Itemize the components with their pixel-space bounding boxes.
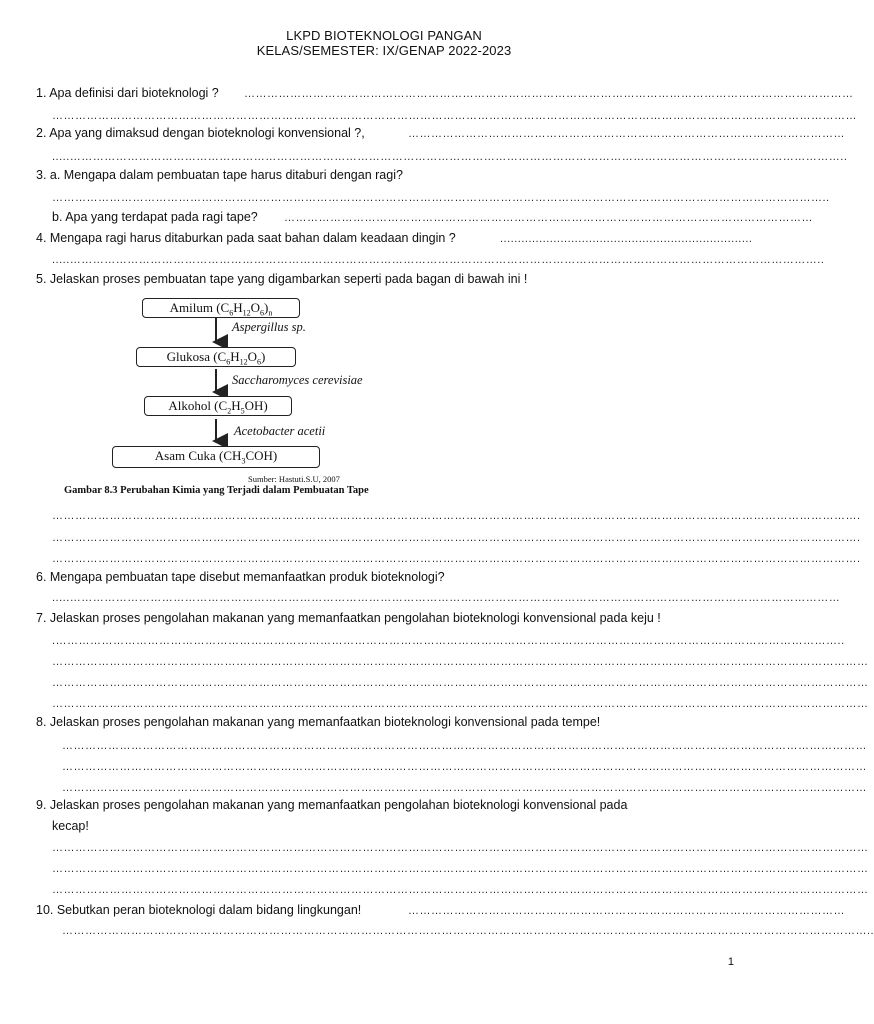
question-4: 4. Mengapa ragi harus ditaburkan pada saat bahan dalam keadaan dingin ?	[36, 231, 456, 245]
answer-line[interactable]: .....…………………………………………………………………………………………………………………………………………………………………………………	[52, 592, 841, 604]
answer-line[interactable]: ………………………………………………………………………………………………………………………………………………………………………………………….	[52, 532, 861, 544]
question-5: 5. Jelaskan proses pembuatan tape yang digambarkan seperti pada bagan di bawah ini !	[36, 272, 528, 286]
answer-line[interactable]: ……………………………………………………………………………………………………………………………………………………………………………………………	[52, 677, 869, 689]
answer-line[interactable]: ………………………………………………………………………………………………………………………………………………………………………………………….	[52, 510, 861, 522]
answer-line[interactable]: ……………………………………………………………………………………………………………………………………………………………………………………………	[52, 884, 869, 896]
answer-line[interactable]: …………………………………………………………………………………………………………………………………………………………………………………………	[62, 740, 867, 752]
answer-line[interactable]: ……………………………………………………………………………………………………………………………………………	[244, 88, 854, 100]
question-3a: 3. a. Mengapa dalam pembuatan tape harus ditaburi dengan ragi?	[36, 168, 403, 182]
box-alkohol: Alkohol $(C_2H_5OH)$	[144, 396, 292, 416]
worksheet-header	[0, 28, 768, 58]
answer-line[interactable]: ………………………………………………………………………………………………………………………………………………………………………………………….	[52, 553, 861, 565]
answer-line[interactable]: .……………………………………………………………………………………………………………………………………………………………………………………..	[52, 635, 845, 647]
organism-saccharomyces: Saccharomyces cerevisiae	[232, 373, 363, 387]
answer-line[interactable]: .....…………………………………………………………………………………………………………………………………………………………………………………..	[52, 151, 848, 163]
box-asam-cuka: Asam Cuka $(CH_3COH)$	[112, 446, 320, 468]
answer-line[interactable]: ……………………………………………………………………………………………………………………………………………………………………………………………	[52, 656, 869, 668]
box-glukosa: Glukosa $(C_6H_{12}O_6)$	[136, 347, 296, 367]
question-3b: b. Apa yang terdapat pada ragi tape?	[52, 210, 258, 224]
figure-caption: Gambar 8.3 Perubahan Kimia yang Terjadi dalam Pembuatan Tape	[64, 485, 369, 496]
answer-line[interactable]: ……………………………………………………………………………………………………………………………………………………………………………………………	[52, 842, 869, 854]
answer-line[interactable]: …………………………………………………………………………………………………………………………………………………………………………………………	[52, 110, 857, 122]
answer-line[interactable]: ……………………………………………………………………………………………………………………………………………………………………………………………	[52, 698, 869, 710]
answer-line[interactable]: ……………………………………………………………………………………………………	[408, 905, 845, 917]
answer-line[interactable]: …………………………………………………………………………………………………………………………………………………………………………………..	[52, 192, 830, 204]
answer-line[interactable]: …………………………………………………………………………………………………………………………	[284, 212, 813, 224]
question-9-cont: kecap!	[52, 819, 89, 833]
page-number: 1	[727, 956, 734, 968]
question-1: 1. Apa definisi dari bioteknologi ?	[36, 86, 219, 100]
answer-line[interactable]: …………………………………………………………………………………………………………………………………………………………………………………………..	[62, 925, 874, 937]
question-8: 8. Jelaskan proses pengolahan makanan yang memanfaatkan bioteknologi konvensional pada tempe!	[36, 715, 601, 729]
answer-line[interactable]: …………………………………………………………………………………………………………………………………………………………………………………………	[62, 761, 867, 773]
answer-line[interactable]: .....……………………………………………………………………………………………………………………………………………………………………………..	[52, 254, 825, 266]
tape-process-diagram	[62, 294, 474, 500]
box-amilum: Amilum $(C_6H_{12}O_6)_n$	[142, 298, 300, 318]
answer-line[interactable]: .......................................................................	[500, 233, 753, 245]
answer-line[interactable]: ……………………………………………………………………………………………………………………………………………………………………………………………	[52, 863, 869, 875]
worksheet-title: LKPD BIOTEKNOLOGI PANGAN	[286, 28, 482, 43]
answer-line[interactable]: …………………………………………………………………………………………………………………………………………………………………………………………	[62, 782, 867, 794]
question-9: 9. Jelaskan proses pengolahan makanan yang memanfaatkan pengolahan bioteknologi konvensional pada	[36, 798, 628, 812]
question-7: 7. Jelaskan proses pengolahan makanan yang memanfaatkan pengolahan bioteknologi konvensional pada keju !	[36, 611, 661, 625]
organism-aspergillus: Aspergillus sp.	[232, 320, 306, 334]
worksheet-subtitle: KELAS/SEMESTER: IX/GENAP 2022-2023	[256, 43, 512, 58]
answer-line[interactable]: ……………………………………………………………………………………………………	[408, 128, 845, 140]
question-2: 2. Apa yang dimaksud dengan bioteknologi konvensional ?,	[36, 126, 365, 140]
organism-acetobacter: Acetobacter acetii	[234, 424, 326, 438]
figure-source: Sumber: Hastuti.S.U, 2007	[248, 474, 340, 484]
question-10: 10. Sebutkan peran bioteknologi dalam bidang lingkungan!	[36, 903, 362, 917]
question-6: 6. Mengapa pembuatan tape disebut memanfaatkan produk bioteknologi?	[36, 570, 445, 584]
